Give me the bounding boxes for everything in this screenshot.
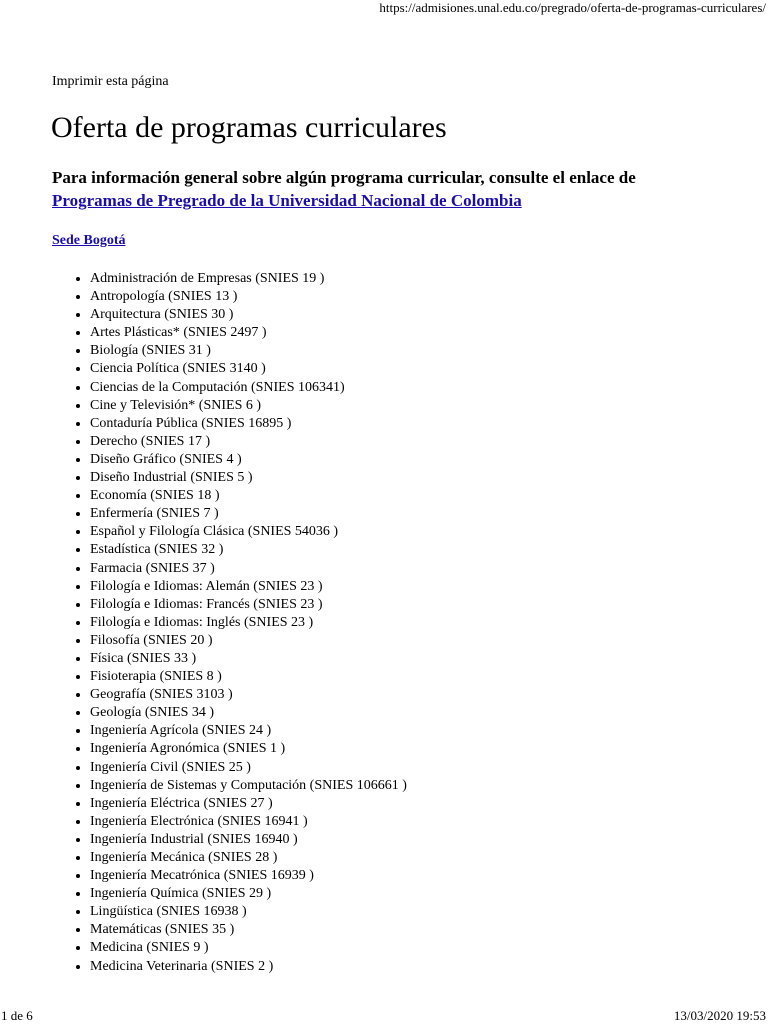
program-list-item: • Diseño Gráfico (SNIES 4 )	[90, 451, 407, 469]
program-list-item: • Filología e Idiomas: Francés (SNIES 23 )	[90, 596, 407, 614]
program-list-item: • Medicina (SNIES 9 )	[90, 939, 407, 957]
program-list-item: • Ingeniería Agronómica (SNIES 1 )	[90, 740, 407, 758]
program-list-item: • Ingeniería Química (SNIES 29 )	[90, 885, 407, 903]
program-list-item: • Fisioterapia (SNIES 8 )	[90, 668, 407, 686]
programs-list	[52, 270, 407, 976]
page-url: https://admisiones.unal.edu.co/pregrado/oferta-de-programas-curriculares/	[379, 0, 766, 15]
print-page-link[interactable]: Imprimir esta página	[52, 74, 169, 89]
intro-paragraph	[52, 166, 752, 212]
program-list-item: • Ingeniería Industrial (SNIES 16940 )	[90, 831, 407, 849]
program-list-item: • Farmacia (SNIES 37 )	[90, 560, 407, 578]
program-list-item: • Administración de Empresas (SNIES 19 )	[90, 270, 407, 288]
program-list-item: • Geografía (SNIES 3103 )	[90, 686, 407, 704]
program-list-item: • Estadística (SNIES 32 )	[90, 541, 407, 559]
program-list-item: • Ingeniería Mecatrónica (SNIES 16939 )	[90, 867, 407, 885]
program-list-item: • Ingeniería Mecánica (SNIES 28 )	[90, 849, 407, 867]
program-list-item: • Ingeniería Civil (SNIES 25 )	[90, 759, 407, 777]
page-title: Oferta de programas curriculares	[51, 111, 447, 144]
program-list-item: • Filosofía (SNIES 20 )	[90, 632, 407, 650]
program-list-item: • Derecho (SNIES 17 )	[90, 433, 407, 451]
program-list-item: • Filología e Idiomas: Inglés (SNIES 23 )	[90, 614, 407, 632]
page-count: 1 de 6	[1, 1008, 33, 1023]
program-list-item: • Biología (SNIES 31 )	[90, 342, 407, 360]
program-list-item: • Antropología (SNIES 13 )	[90, 288, 407, 306]
program-list-item: • Ingeniería Eléctrica (SNIES 27 )	[90, 795, 407, 813]
program-list-item: • Medicina Veterinaria (SNIES 2 )	[90, 958, 407, 976]
program-list-item: • Matemáticas (SNIES 35 )	[90, 921, 407, 939]
program-list-item: • Filología e Idiomas: Alemán (SNIES 23 )	[90, 578, 407, 596]
sede-bogota-link[interactable]: Sede Bogotá	[52, 233, 126, 248]
program-list-item: • Ingeniería Agrícola (SNIES 24 )	[90, 722, 407, 740]
program-list-item: • Artes Plásticas* (SNIES 2497 )	[90, 324, 407, 342]
program-list-item: • Ciencia Política (SNIES 3140 )	[90, 360, 407, 378]
program-list-item: • Física (SNIES 33 )	[90, 650, 407, 668]
program-list-item: • Lingüística (SNIES 16938 )	[90, 903, 407, 921]
program-list-item: • Diseño Industrial (SNIES 5 )	[90, 469, 407, 487]
program-list-item: • Arquitectura (SNIES 30 )	[90, 306, 407, 324]
program-list-item: • Ciencias de la Computación (SNIES 106341)	[90, 379, 407, 397]
program-list-item: • Geología (SNIES 34 )	[90, 704, 407, 722]
program-list-item: • Cine y Televisión* (SNIES 6 )	[90, 397, 407, 415]
print-datetime: 13/03/2020 19:53	[673, 1008, 766, 1023]
program-list-item: • Enfermería (SNIES 7 )	[90, 505, 407, 523]
program-list-item: • Economía (SNIES 18 )	[90, 487, 407, 505]
program-list-item: • Contaduría Pública (SNIES 16895 )	[90, 415, 407, 433]
intro-text: Para información general sobre algún programa curricular, consulte el enlace de	[52, 168, 636, 187]
program-list-item: • Ingeniería Electrónica (SNIES 16941 )	[90, 813, 407, 831]
undergrad-programs-link[interactable]: Programas de Pregrado de la Universidad Nacional de Colombia	[52, 191, 522, 210]
program-list-item: • Ingeniería de Sistemas y Computación (SNIES 106661 )	[90, 777, 407, 795]
program-list-item: • Español y Filología Clásica (SNIES 54036 )	[90, 523, 407, 541]
